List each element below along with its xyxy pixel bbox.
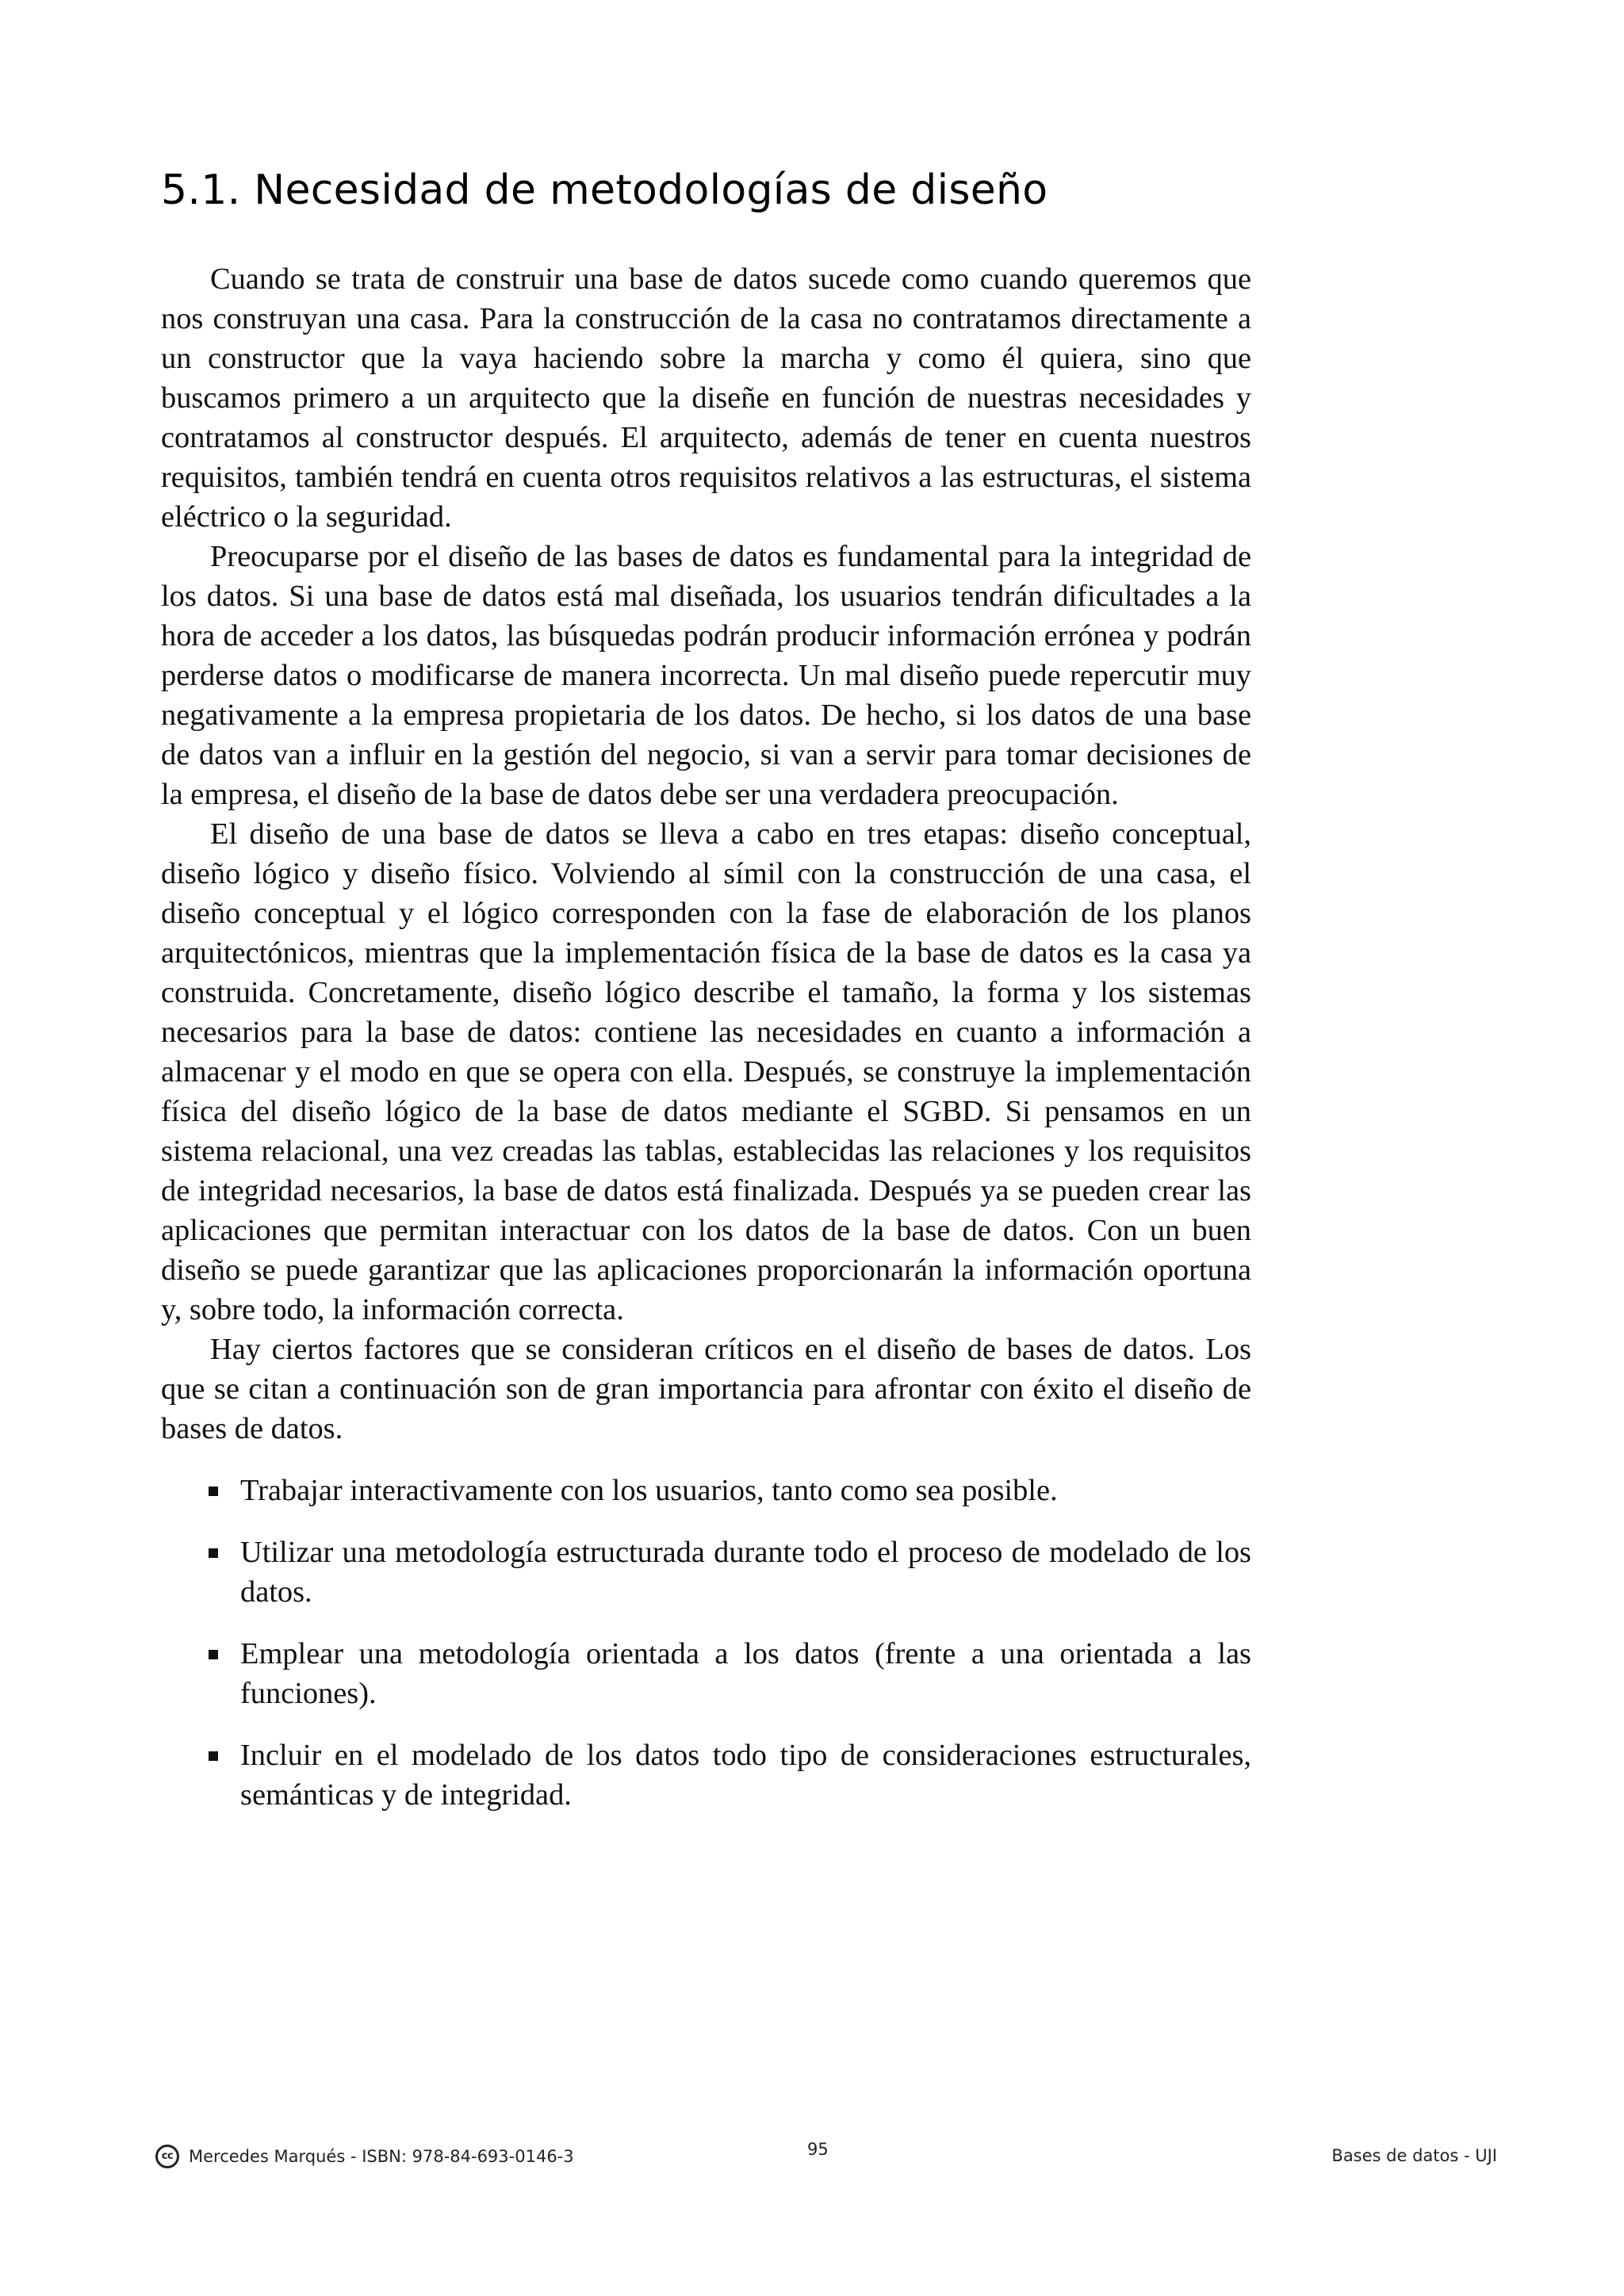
square-bullet-icon [209, 1650, 218, 1659]
creative-commons-icon: cc [155, 2145, 179, 2168]
footer-author-isbn: Mercedes Marqués - ISBN: 978-84-693-0146-3 [189, 2147, 574, 2166]
square-bullet-icon [209, 1487, 218, 1496]
list-item-text: Incluir en el modelado de los datos todo tipo de consideraciones estructurales, semánticas y de integridad. [240, 1739, 1251, 1812]
list-item [161, 1735, 1251, 1815]
square-bullet-icon [209, 1548, 218, 1558]
list-item-text: Emplear una metodología orientada a los datos (frente a una orientada a las funciones). [240, 1637, 1251, 1710]
paragraph-4: Hay ciertos factores que se consideran críticos en el diseño de bases de datos. Los que se citan a continuación son de gran importancia para afrontar con éxito el diseño de bases de datos. [161, 1333, 1251, 1445]
paragraph-3: El diseño de una base de datos se lleva a cabo en tres etapas: diseño conceptual, diseño lógico y diseño físico. Volviendo al símil con la construcción de una casa, el diseño conceptual y el lógico corresponden con la fase de elaboración de los planos arquitectónicos, mientras que la implementación física de la base de datos es la casa ya construida. Concretamente, diseño lógico describe el tamaño, la forma y los sistemas necesarios para la base de datos: contiene las necesidades en cuanto a información a almacenar y el modo en que se opera con ella. Después, se construye la implementación física del diseño lógico de la base de datos mediante el SGBD. Si pensamos en un sistema relacional, una vez creadas las tablas, establecidas las relaciones y los requisitos de integridad necesarios, la base de datos está finalizada. Después ya se pueden crear las aplicaciones que permitan interactuar con los datos de la base de datos. Con un buen diseño se puede garantizar que las aplicaciones proporcionarán la información oportuna y, sobre todo, la información correcta. [161, 817, 1251, 1326]
bullet-list [161, 1471, 1251, 1815]
paragraph-1: Cuando se trata de construir una base de datos sucede como cuando queremos que nos construyan una casa. Para la construcción de la casa no contratamos directamente a un constructor que la vaya haciendo sobre la marcha y como él quiera, sino que buscamos primero a un arquitecto que la diseñe en función de nuestras necesidades y contratamos al constructor después. El arquitecto, además de tener en cuenta nuestros requisitos, también tendrá en cuenta otros requisitos relativos a las estructuras, el sistema eléctrico o la seguridad. [161, 262, 1251, 534]
list-item-text: Utilizar una metodología estructurada durante todo el proceso de modelado de los datos. [240, 1536, 1251, 1609]
footer-book-title: Bases de datos - UJI [1331, 2146, 1497, 2165]
footer-author [155, 2145, 574, 2168]
page-content [161, 163, 1251, 1837]
square-bullet-icon [209, 1751, 218, 1761]
list-item-text: Trabajar interactivamente con los usuarios, tanto como sea posible. [240, 1474, 1058, 1507]
body-text [161, 259, 1251, 1448]
list-item [161, 1471, 1251, 1510]
list-item [161, 1634, 1251, 1713]
section-title: 5.1. Necesidad de metodologías de diseño [161, 166, 1048, 214]
list-item [161, 1533, 1251, 1612]
paragraph-2: Preocuparse por el diseño de las bases de datos es fundamental para la integridad de los datos. Si una base de datos está mal diseñada, los usuarios tendrán dificultades a la hora de acceder a los datos, las búsquedas podrán producir información errónea y podrán perderse datos o modificarse de manera incorrecta. Un mal diseño puede repercutir muy negativamente a la empresa propietaria de los datos. De hecho, si los datos de una base de datos van a influir en la gestión del negocio, si van a servir para tomar decisiones de la empresa, el diseño de la base de datos debe ser una verdadera preocupación. [161, 540, 1251, 811]
page-number: 95 [807, 2140, 829, 2159]
